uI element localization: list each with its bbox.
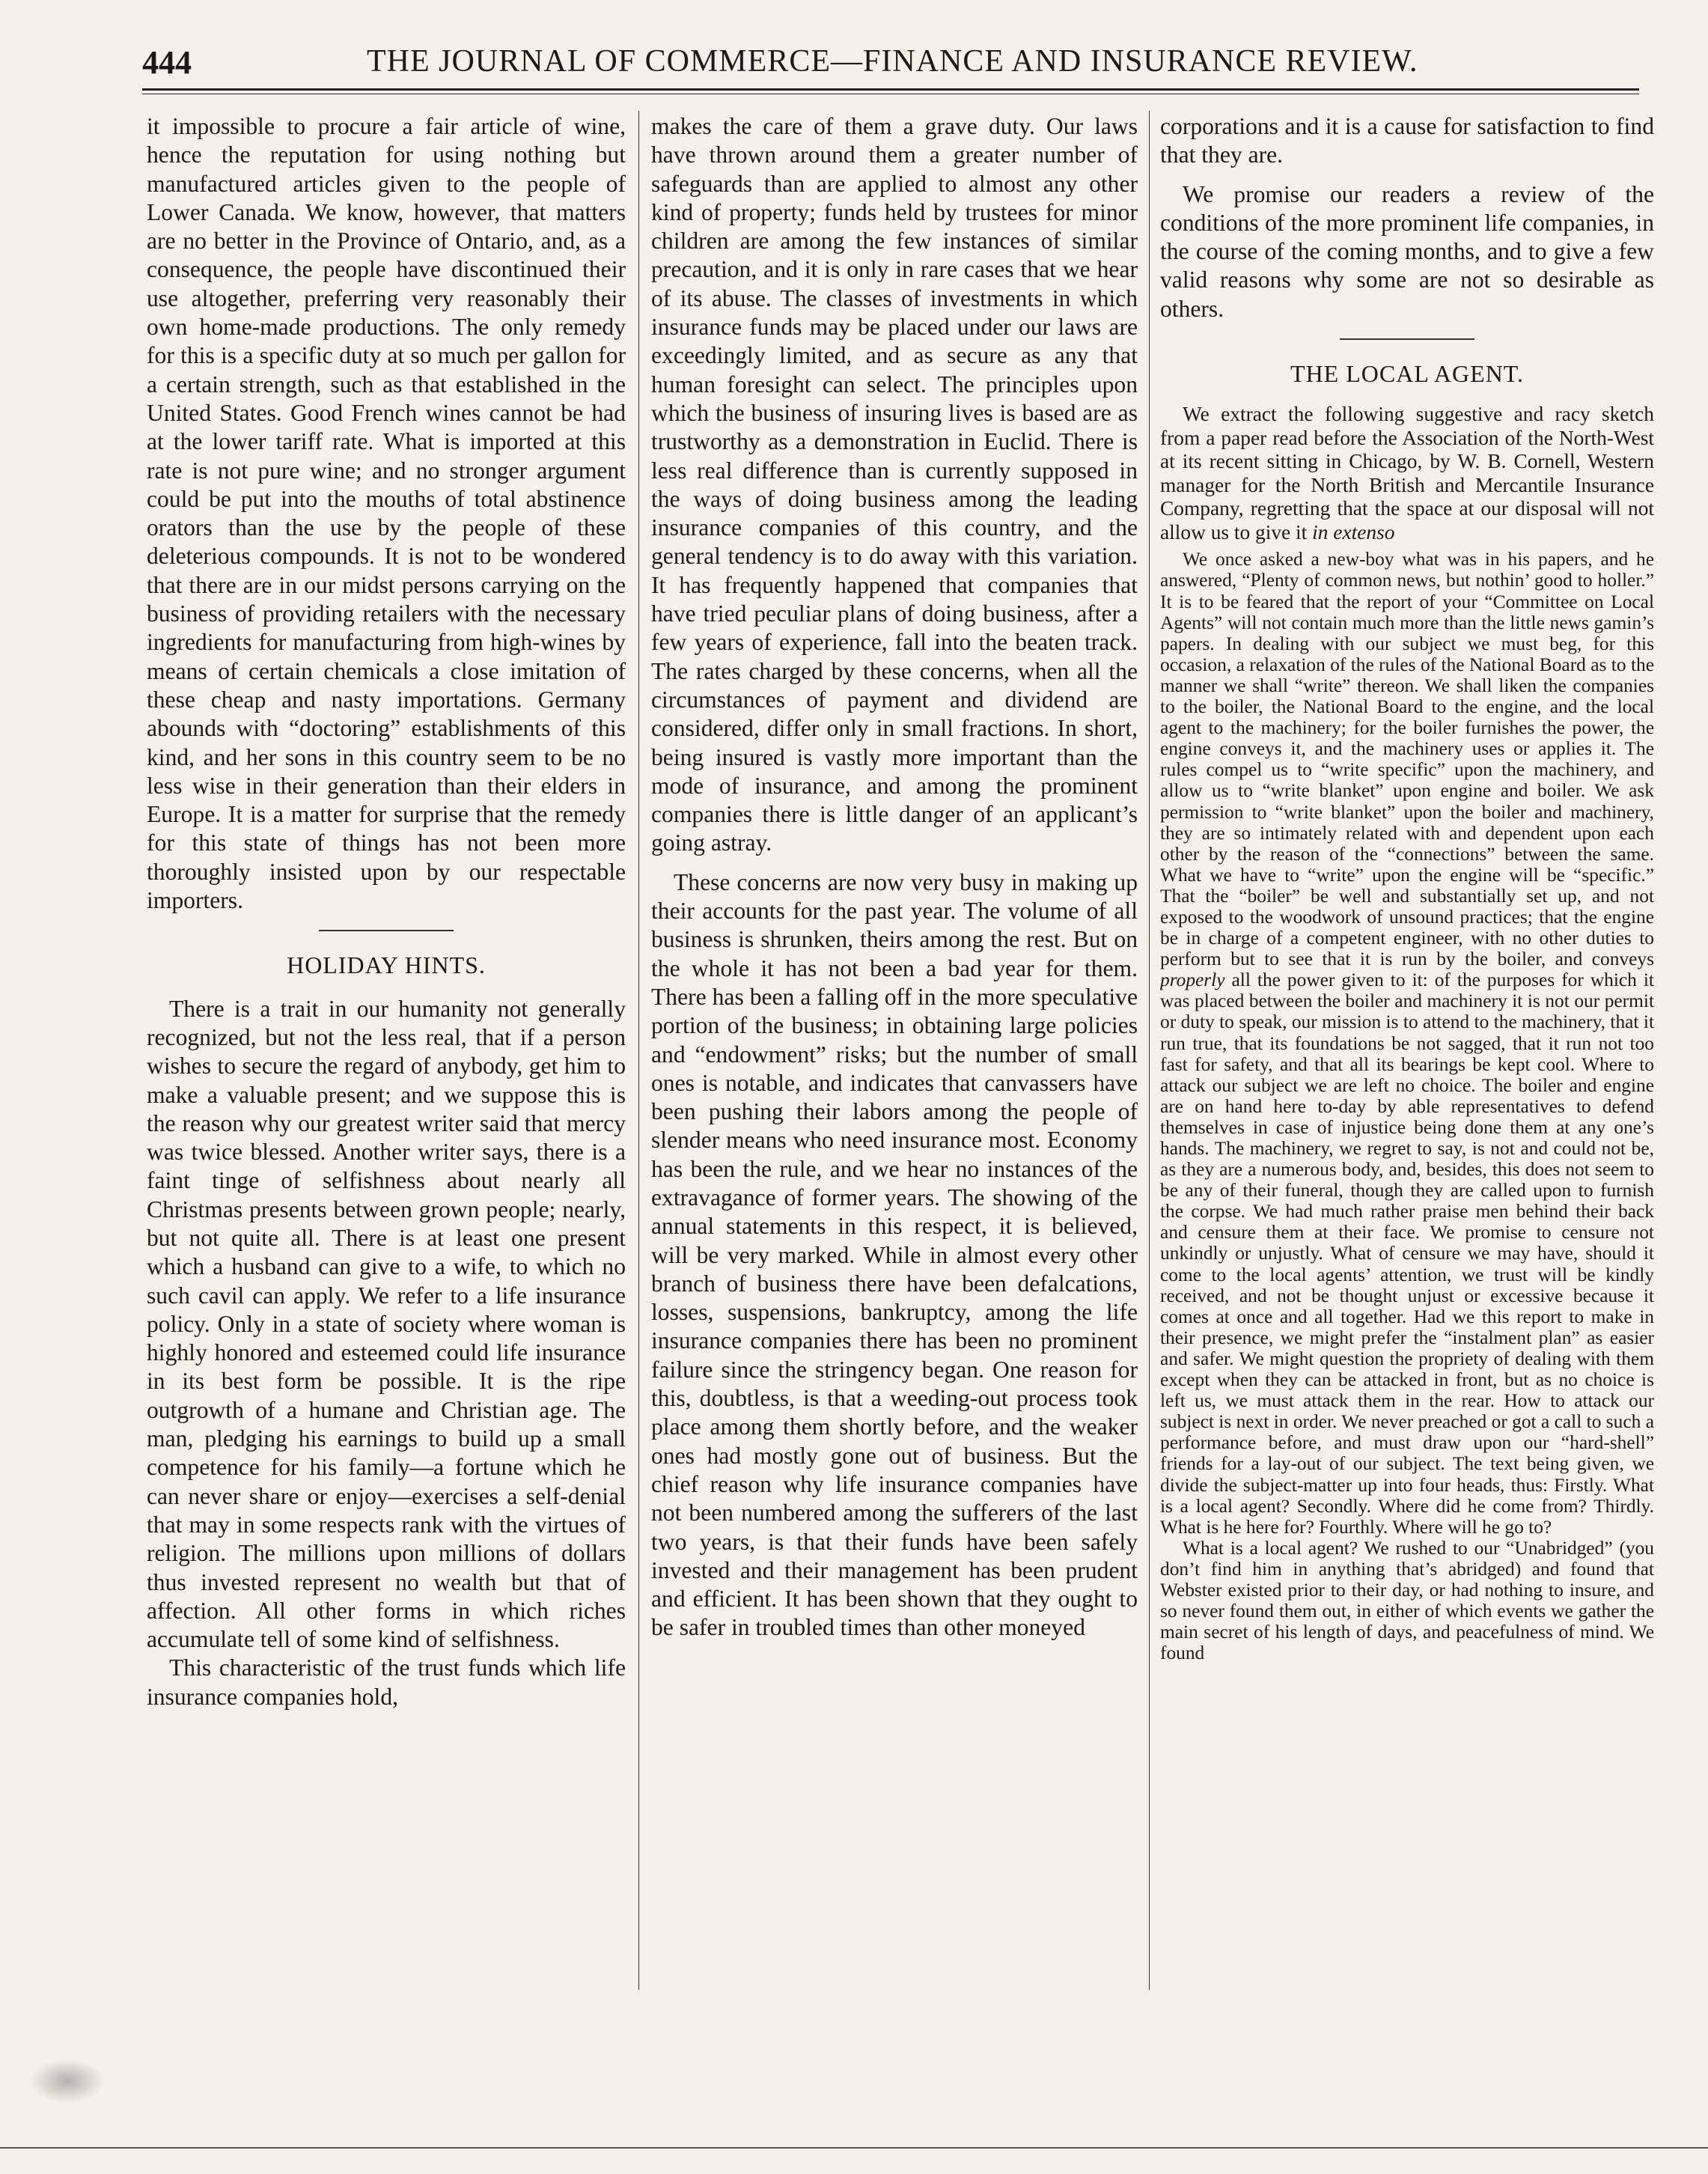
article-paragraph: This characteristic of the trust funds which life insurance companies hold, (147, 1654, 626, 1710)
page-smudge (30, 2059, 105, 2104)
paragraph-italic: properly (1160, 969, 1225, 991)
column-3 (1160, 112, 1654, 1991)
article-paragraph: These concerns are now very busy in making up their accounts for the past year. The volume of all business is shrunken, theirs among the rest. But on the whole it has not been a bad year for them. There has been a falling off in the more speculative portion of the business; in obtaining large policies and “endowment” risks; but the number of small ones is notable, and indicates that canvassers have been pushing their labors among the people of slender means who need insurance most. Economy has been the rule, and we hear no instances of the extravagance of former years. The showing of the annual statements in this respect, it is believed, will be very marked. While in almost every other branch of business there have been defalcations, losses, suspensions, bankruptcy, among the life insurance companies there has been no prominent failure since the stringency began. One reason for this, doubtless, is that a weeding-out process took place among them shortly before, and the weaker ones had mostly gone out of business. But the chief reason why life insurance companies have not been numbered among the sufferers of the last two years, is that their funds have been safely invested and their management has been prudent and efficient. It has been shown that they ought to be safer in troubled times than other moneyed (651, 868, 1138, 1641)
page-number: 444 (142, 44, 192, 81)
section-heading-holiday-hints: HOLIDAY HINTS. (287, 951, 486, 979)
column-1 (147, 112, 626, 1991)
section-divider (319, 930, 454, 931)
column-2 (651, 112, 1138, 1991)
article-paragraph (1160, 549, 1654, 1537)
section-divider (1340, 338, 1474, 340)
article-paragraph: makes the care of them a grave duty. Our laws have thrown around them a greater number of safeguards than are applied to almost any other kind of property; funds held by trustees for minor children are among the few instances of similar precaution, and it is only in rare cases that we hear of its abuse. The classes of investments in which insurance funds may be placed under our laws are exceedingly limited, and as secure as any that human foresight can select. The principles upon which the business of insuring lives is based are as trustworthy as a demonstration in Euclid. There is less real difference than is currently supposed in the ways of doing business among the leading insurance companies of this country, and the general tendency is to do away with this variation. It has frequently happened that companies that have tried peculiar plans of doing business, after a few years of experience, fall into the beaten track. The rates charged by these concerns, when all the circumstances of payment and dividend are considered, differ only in small fractions. In short, being insured is vastly more important than the mode of insurance, and among the prominent companies there is little danger of an applicant’s going astray. (651, 113, 1138, 856)
article-paragraph: There is a trait in our humanity not generally recognized, but not the less real, that if a person wishes to secure the regard of anybody, get him to make a valuable present; and we suppose this is the reason why our greatest writer said that mercy was twice blessed. Another writer says, there is a faint tinge of selfishness about nearly all Christmas presents between grown people; nearly, but not quite all. There is at least one present which a husband can give to a wife, to which no such cavil can apply. We refer to a life insurance policy. Only in a state of society where woman is highly honored and esteemed could life insurance in its best form be possible. It is the ripe outgrowth of a humane and Christian age. The man, pledging his earnings to build up a small competence for his family—a fortune which he can never share or enjoy—exercises a self-denial that may in some respects rank with the virtues of religion. The millions upon millions of dollars thus invested represent no wealth but that of affection. All other forms in which riches accumulate tell of some kind of selfishness. (147, 995, 626, 1653)
intro-text: We extract the following suggestive and racy sketch from a paper read before the Association of the North-West at its recent sitting in Chicago, by W. B. Cornell, Western manager for the North British and Mercantile Insurance Company, regretting that the space at our disposal will not allow us to give it (1160, 403, 1654, 544)
column-divider (638, 111, 639, 1990)
article-paragraph: We promise our readers a review of the conditions of the more prominent life companies, in the course of the coming months, and to give a few valid reasons why some are not so desirable as others. (1160, 180, 1654, 322)
article-intro (1160, 403, 1654, 544)
section-heading-local-agent: THE LOCAL AGENT. (1290, 360, 1524, 388)
page-header (142, 43, 1632, 82)
intro-italic: in extenso (1312, 520, 1395, 544)
article-paragraph: What is a local agent? We rushed to our “Unabridged” (you don’t find him in anything that’s abridged) and found that Webster existed prior to their day, or had nothing to insure, and so never found them out, in either of which events we gather the main secret of his length of days, and peacefulness of mind. We found (1160, 1537, 1654, 1664)
journal-title: THE JOURNAL OF COMMERCE—FINANCE AND INSURANCE REVIEW. (367, 44, 1418, 79)
header-rule (142, 88, 1639, 94)
local-agent-article (1160, 403, 1654, 1663)
column-divider (1149, 111, 1150, 1990)
paragraph-text-b: all the power given to it: of the purposes for which it was placed between the boiler and machinery it is not our permit or duty to speak, our mission is to attend to the machinery, that it run true, that its foundations be not sagged, that it run not too fast for safety, and that all its bearings be kept cool. Where to attack our subject we are left no choice. The boiler and engine are on hand here to-day by able representatives to defend themselves in case of injustice being done them at any one’s hands. The machinery, we regret to say, is not and could not be, as they are a numerous body, and, besides, this does not seem to be any of their funeral, though they are called upon to furnish the corpse. We had much rather praise men behind their back and censure them at their face. We promise to censure not unkindly or unjustly. What of censure we may have, should it come to the local agents’ attention, we trust will be kindly received, and not be thought unjust or excessive because it comes at once and all together. Had we this report to make in their presence, we might prefer the “instalment plan” as easier and safer. We might question the propriety of dealing with them except when they can be attacked in front, but as no choice is left us, we must attack them in the rear. How to attack our subject is next in order. We never preached or got a call to such a performance before, and must draw upon our “hard-shell” friends for a lay-out of our subject. The text being given, we divide the subject-matter up into four heads, thus: Firstly. What is a local agent? Secondly. Where did he come from? Thirdly. What is he here for? Fourthly. Where will he go to? (1160, 969, 1654, 1538)
article-paragraph: corporations and it is a cause for satisfaction to find that they are. (1160, 113, 1654, 168)
bottom-rule (0, 2147, 1708, 2149)
paragraph-text-a: We once asked a new-boy what was in his papers, and he answered, “Plenty of common news, but nothin’ good to holler.” It is to be feared that the report of your “Committee on Local Agents” will not contain much more than the little news gamin’s papers. In dealing with our subject we must beg, for this occasion, a relaxation of the rules of the National Board as to the manner we shall “write” thereon. We shall liken the companies to the boiler, the National Board to the engine, and the local agent to the machinery; for the boiler furnishes the power, the engine conveys it, and the machinery uses or applies it. The rules compel us to “write specific” upon the machinery, and allow us to “write blanket” upon engine and boiler. We ask permission to “write blanket” upon the boiler and machinery, they are so intimately related with and dependent upon each other by the reason of the “connections” between the same. What we have to “write” upon the engine will be “specific.” That the “boiler” be well and substantially set up, and not exposed to the woodwork of unsound practices; that the engine be in charge of a competent engineer, with no other duties to perform but to see that it is run by the boiler, and conveys (1160, 549, 1654, 970)
article-paragraph: it impossible to procure a fair article of wine, hence the reputation for using nothing but manufactured articles given to the people of Lower Canada. We know, however, that matters are no better in the Province of Ontario, and, as a consequence, the people have discontinued their use altogether, preferring very reasonably their own home-made productions. The only remedy for this is a specific duty at so much per gallon for a certain strength, such as that established in the United States. Good French wines cannot be had at the lower tariff rate. What is imported at this rate is not pure wine; and no stronger argument could be put into the mouths of total abstinence orators than the use by the people of these deleterious compounds. It is not to be wondered that there are in our midst persons carrying on the business of providing retailers with the necessary ingredients for manufacturing from high-wines by means of certain chemicals a close imitation of these cheap and nasty importations. Germany abounds with “doctoring” establishments of this kind, and her sons in this country seem to be no less wise in their generation than their elders in Europe. It is a matter for surprise that the remedy for this state of things has not been more thoroughly insisted upon by our respectable importers. (147, 113, 626, 914)
